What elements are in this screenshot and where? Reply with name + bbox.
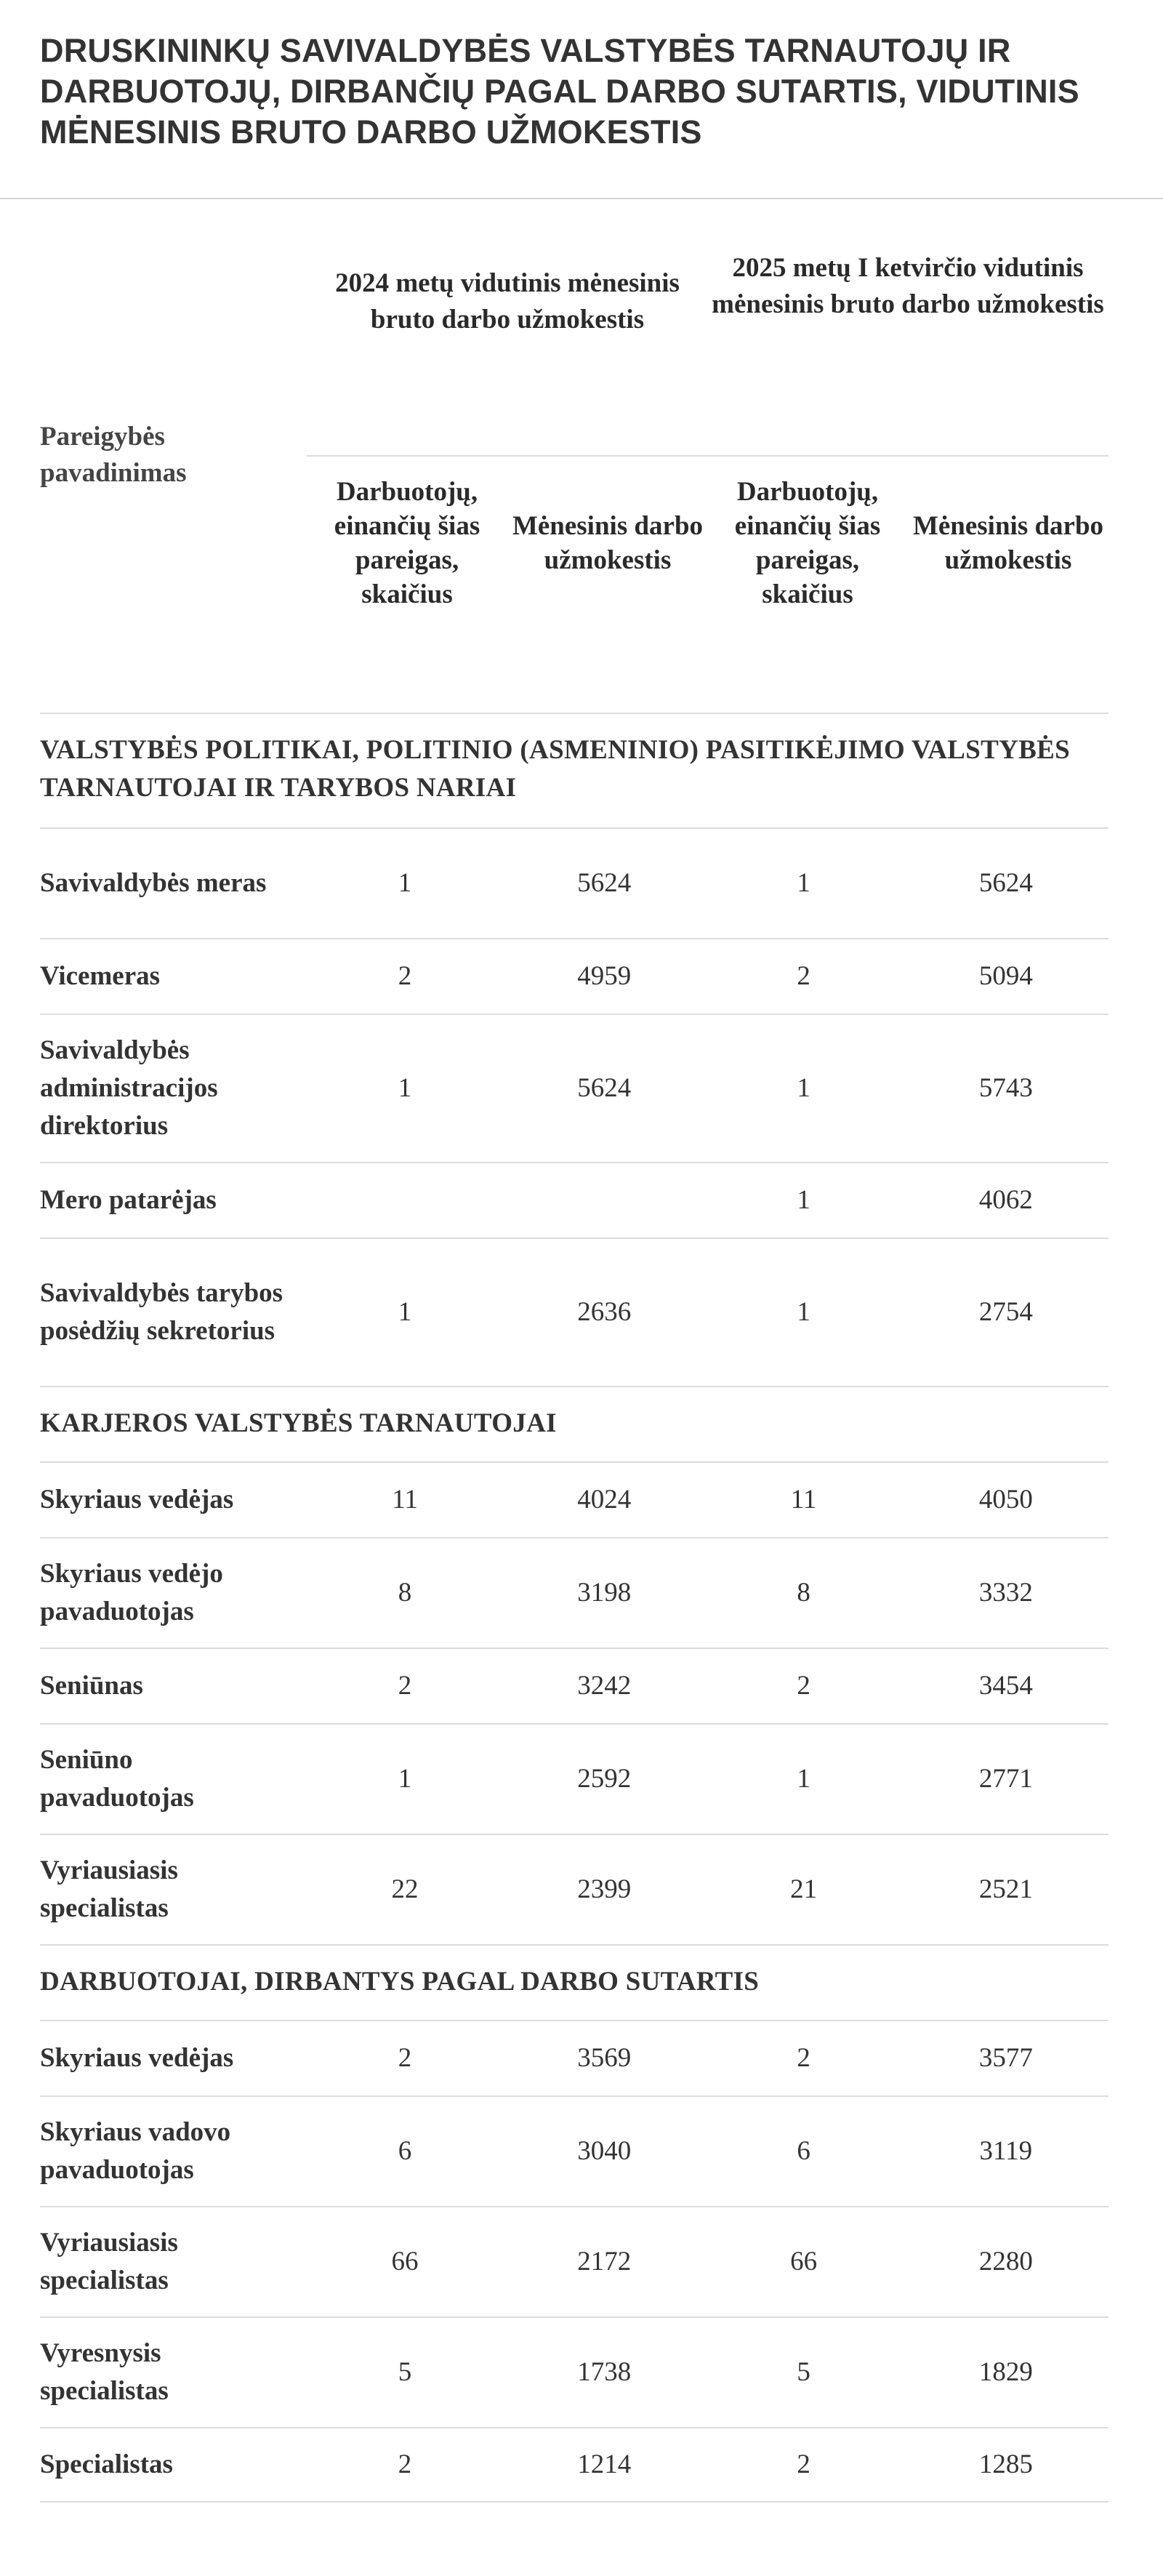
table-row — [40, 1162, 1108, 1237]
employees-2025: 1 — [797, 1764, 810, 1794]
salary-2025: 3332 — [978, 1578, 1033, 1608]
header-position-label: Pareigybės pavadinimas — [40, 422, 187, 488]
salary-2025: 5094 — [978, 961, 1033, 991]
salary-2025: 3577 — [978, 2043, 1033, 2073]
table-row — [40, 1537, 1108, 1648]
section-title: VALSTYBĖS POLITIKAI, POLITINIO (ASMENINIO) PASITIKĖJIMO VALSTYBĖS TARNAUTOJAI IR TARYBOS NARIAI — [40, 713, 1108, 827]
table-row — [40, 2427, 1108, 2503]
table-row — [40, 1648, 1108, 1723]
header-employees-2025: Darbuotojų, einančių šias pareigas, skaičius — [734, 477, 881, 609]
salary-2025: 1829 — [978, 2357, 1033, 2387]
salary-2024: 4959 — [577, 961, 632, 991]
salary-2024: 2172 — [577, 2247, 632, 2276]
employees-2024: 22 — [391, 1874, 419, 1904]
salary-2024: 5624 — [577, 1073, 632, 1103]
position-name: Savivaldybės meras — [40, 868, 267, 898]
table-row — [40, 1237, 1108, 1386]
employees-2025: 2 — [797, 1671, 810, 1701]
salary-table — [40, 199, 1108, 2503]
table-row — [40, 2095, 1108, 2206]
employees-2024: 5 — [398, 2357, 412, 2387]
salary-2024: 2592 — [577, 1764, 632, 1794]
header-group-2024: 2024 metų vidutinis mėnesinis bruto darbo užmokestis — [335, 268, 680, 334]
position-name: Specialistas — [40, 2449, 173, 2479]
position-name: Vyresnysis specialistas — [40, 2338, 169, 2406]
salary-2024: 1738 — [577, 2357, 632, 2387]
table-row — [40, 1834, 1108, 1944]
employees-2025: 8 — [797, 1578, 810, 1608]
employees-2024: 6 — [398, 2136, 412, 2166]
table-row — [40, 2020, 1108, 2095]
employees-2024: 2 — [398, 2043, 412, 2073]
salary-2025: 4050 — [978, 1485, 1033, 1514]
table-row — [40, 2316, 1108, 2427]
header-salary-2024: Mėnesinis darbo užmokestis — [512, 511, 704, 575]
header-employees-2024: Darbuotojų, einančių šias pareigas, skaičius — [334, 477, 480, 609]
position-name: Skyriaus vedėjo pavaduotojas — [40, 1559, 223, 1626]
position-name: Vyriausiasis specialistas — [40, 1855, 178, 1923]
table-row — [40, 1461, 1108, 1537]
salary-2024: 4024 — [577, 1485, 632, 1514]
salary-2024: 3242 — [577, 1671, 632, 1701]
employees-2025: 1 — [797, 1297, 810, 1327]
table-row — [40, 1014, 1108, 1162]
employees-2025: 21 — [790, 1874, 818, 1904]
position-name: Vyriausiasis specialistas — [40, 2228, 178, 2295]
table-row — [40, 2206, 1108, 2316]
page-title: DRUSKININKŲ SAVIVALDYBĖS VALSTYBĖS TARNAUTOJŲ IR DARBUOTOJŲ, DIRBANČIŲ PAGAL DARBO SUTARTIS, VIDUTINIS MĖNESINIS BRUTO DARBO UŽMOKESTIS — [40, 32, 1079, 151]
salary-2024: 2399 — [577, 1874, 632, 1904]
salary-2025: 3119 — [979, 2136, 1033, 2166]
salary-2025: 4062 — [978, 1185, 1033, 1215]
header-group-2025: 2025 metų I ketvirčio vidutinis mėnesinis bruto darbo užmokestis — [712, 253, 1104, 319]
salary-2025: 3454 — [978, 1671, 1033, 1701]
salary-2024: 1214 — [577, 2449, 632, 2479]
salary-2024: 3198 — [577, 1578, 632, 1608]
employees-2024: 1 — [398, 868, 412, 898]
employees-2025: 2 — [797, 961, 810, 991]
employees-2025: 6 — [797, 2136, 810, 2166]
employees-2025: 11 — [790, 1485, 817, 1514]
salary-2024: 2636 — [577, 1297, 632, 1327]
employees-2024: 1 — [398, 1764, 412, 1794]
position-name: Skyriaus vedėjas — [40, 2043, 234, 2073]
salary-2024: 5624 — [577, 868, 632, 898]
employees-2024: 2 — [398, 2449, 412, 2479]
salary-2025: 5624 — [978, 868, 1033, 898]
table-header — [40, 199, 1108, 713]
salary-2025: 1285 — [978, 2449, 1033, 2479]
table-row — [40, 938, 1108, 1014]
position-name: Skyriaus vedėjas — [40, 1485, 234, 1514]
header-salary-2025: Mėnesinis darbo užmokestis — [912, 511, 1104, 575]
salary-2024: 3569 — [577, 2043, 632, 2073]
employees-2024: 2 — [398, 1671, 412, 1701]
employees-2025: 1 — [797, 868, 810, 898]
position-name: Savivaldybės tarybos posėdžių sekretorius — [40, 1278, 283, 1346]
position-name: Mero patarėjas — [40, 1185, 217, 1215]
salary-2025: 2280 — [978, 2247, 1033, 2276]
table-row — [40, 1723, 1108, 1834]
employees-2025: 2 — [797, 2449, 810, 2479]
position-name: Seniūno pavaduotojas — [40, 1745, 194, 1813]
employees-2024: 66 — [391, 2247, 419, 2276]
position-name: Vicemeras — [40, 961, 161, 991]
employees-2024: 2 — [398, 961, 412, 991]
salary-2025: 2754 — [978, 1297, 1033, 1327]
salary-2025: 2771 — [978, 1764, 1033, 1794]
salary-2025: 5743 — [978, 1073, 1033, 1103]
salary-2025: 2521 — [978, 1874, 1033, 1904]
position-name: Skyriaus vadovo pavaduotojas — [40, 2117, 231, 2185]
employees-2024: 8 — [398, 1578, 412, 1608]
position-name: Savivaldybės administracijos direktorius — [40, 1035, 218, 1141]
position-name: Seniūnas — [40, 1671, 143, 1701]
header-divider — [307, 455, 1108, 457]
employees-2025: 2 — [797, 2043, 810, 2073]
employees-2024: 11 — [392, 1485, 418, 1514]
table-row — [40, 827, 1108, 938]
section-title: KARJEROS VALSTYBĖS TARNAUTOJAI — [40, 1386, 1108, 1461]
section-title: DARBUOTOJAI, DIRBANTYS PAGAL DARBO SUTARTIS — [40, 1944, 1108, 2020]
employees-2024: 1 — [398, 1073, 412, 1103]
employees-2025: 1 — [797, 1073, 810, 1103]
employees-2025: 66 — [790, 2247, 818, 2276]
employees-2025: 5 — [797, 2357, 810, 2387]
employees-2025: 1 — [797, 1185, 810, 1215]
employees-2024: 1 — [398, 1297, 412, 1327]
table-body — [40, 713, 1108, 2503]
salary-2024: 3040 — [577, 2136, 632, 2166]
